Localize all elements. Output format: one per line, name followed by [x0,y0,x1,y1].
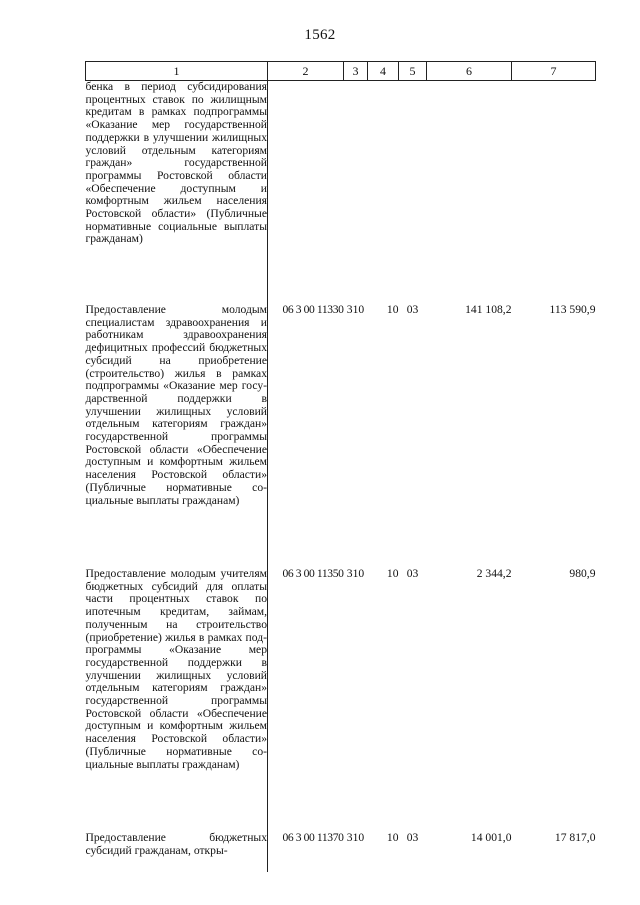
section-code: 10 [386,567,399,580]
column-header: 6 [427,62,512,81]
expense-type-code: 310 [346,831,365,844]
expense-type-code: 310 [346,303,365,316]
subsection-code [399,81,427,302]
column-header: 1 [86,62,268,81]
amount-second-year: 113 590,9 [549,303,596,316]
amount-second-year [512,81,596,302]
target-article-code: 06 3 00 11370 [282,831,344,844]
amount-second-year: 17 817,0 [554,831,596,844]
amount-first-year: 141 108,2 [465,303,512,316]
section-code [368,81,399,302]
page-number: 1562 [304,27,336,43]
expense-type-code [344,81,368,302]
column-header: 3 [344,62,368,81]
table-row [86,301,596,565]
row-description: Предоставление молодым учителям бюджетных субсидий для оплаты части процентных ставок по ипотечным кредитам, займам, полученным на строительство (приобретение) жилья в рамках подпрограммы «Оказание мер государственной поддержки в улучшении жилищных условий отдельным категориям граждан» государственной программы Ростовской области «Обеспечение доступным и комфортным жильем населения Ростовской области» (Публичные нормативные социальные выплаты гражданам) [86,565,268,829]
target-article-code [268,81,344,302]
subsection-code: 03 [406,567,419,580]
column-header: 2 [268,62,344,81]
column-header: 4 [368,62,399,81]
amount-first-year: 14 001,0 [470,831,512,844]
row-description: Предоставление молодым специалистам здравоохранения и работникам здравоохранения дефицитных профессий бюджетных субсидий на приобретение (строительство) жилья в рамках подпрограммы «Оказание мер государственной поддержки в улучшении жилищных условий отдельным категориям граждан» государственной программы Ростовской области «Обеспечение доступным и комфортным жильем населения Ростовской области» (Публичные нормативные социальные выплаты гражданам) [86,301,268,565]
expense-type-code: 310 [346,567,365,580]
amount-first-year: 2 344,2 [476,567,512,580]
table-header [86,62,596,81]
column-header: 5 [399,62,427,81]
row-description: Предоставление бюджетных субсидий гражданам, откры- [86,829,268,872]
column-header: 7 [512,62,596,81]
table-row [86,829,596,872]
budget-table [85,61,596,872]
section-code: 10 [386,831,399,844]
row-description: бенка в период субсидирования процентных ставок по жилищным кредитам в рамках подпрограммы «Оказание мер государственной поддержки в улучшении жилищных условий отдельным категориям граждан» государственной программы Ростовской области «Обеспечение доступным и комфортным жильем населения Ростовской области» (Публичные нормативные социальные выплаты гражданам) [86,81,268,302]
subsection-code: 03 [406,303,419,316]
target-article-code: 06 3 00 11330 [282,303,344,316]
section-code: 10 [386,303,399,316]
subsection-code: 03 [406,831,419,844]
amount-first-year [427,81,512,302]
table-row [86,565,596,829]
table-row [86,81,596,302]
amount-second-year: 980,9 [569,567,596,580]
target-article-code: 06 3 00 11350 [282,567,344,580]
table-body [86,81,596,873]
